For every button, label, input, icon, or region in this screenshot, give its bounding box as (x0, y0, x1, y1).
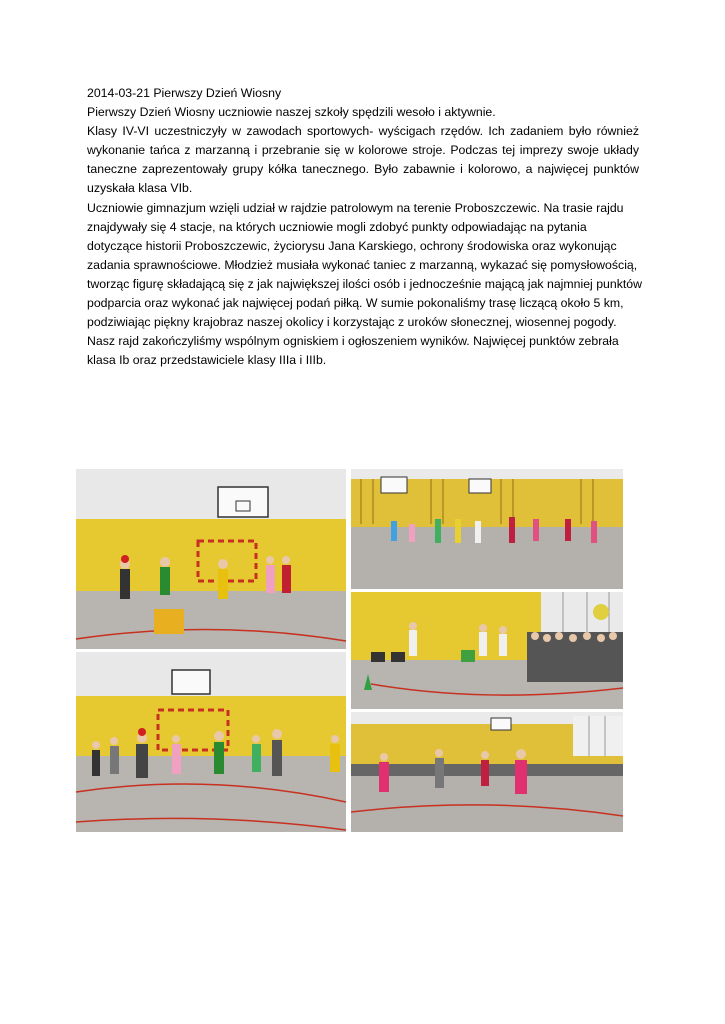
paragraph-line: dotyczące historii Proboszczewic, życiorysu Jana Karskiego, ochrony środowiska oraz wykonując (87, 238, 617, 253)
photo-gym-dance-5 (351, 712, 623, 832)
paragraph-line: Klasy IV-VI uczestniczyły w zawodach sportowych- wyścigach rzędów. Ich zadaniem było również (87, 124, 639, 139)
paragraph-line: zadania sprawnościowe. Młodzież musiała wykonać taniec z marzanną, wykazać się pomysłowością, (87, 257, 638, 272)
paragraph-line: taneczne zaprezentowały grupy kółka tanecznego. Było zabawnie i kolorowo, a najwięcej punktów (87, 162, 639, 177)
paragraph-line: znajdywały się 4 stacje, na których uczniowie mogli zdobyć punkty odpowiadając na pytania (87, 219, 587, 234)
paragraph-line: Nasz rajd zakończyliśmy wspólnym ogniskiem i ogłoszeniem wyników. Najwięcej punktów zebrała (87, 334, 619, 349)
photo-gym-dance-2 (351, 469, 623, 589)
article-lead: Pierwszy Dzień Wiosny uczniowie naszej szkoły spędzili wesoło i aktywnie. (87, 105, 496, 120)
photo-gym-dance-3 (351, 592, 623, 709)
photo-gym-dance-4 (76, 652, 346, 832)
photo-image (351, 712, 623, 832)
paragraph-line: podziwiając piękny krajobraz naszej okolicy i korzystając z uroków słonecznej, wiosennej pogody. (87, 315, 617, 330)
paragraph-line: klasa Ib oraz przedstawiciele klasy IIIa i IIIb. (87, 353, 327, 368)
photo-image (76, 469, 346, 649)
paragraph-line: wykonanie tańca z marzanną i przebranie się w kolorowe stroje. Podczas tej imprezy swoje układy (87, 143, 639, 158)
photo-image (351, 469, 623, 589)
paragraph-line: Uczniowie gimnazjum wzięli udział w rajdzie patrolowym na terenie Proboszczewic. Na trasie rajdu (87, 200, 624, 215)
photo-image (76, 652, 346, 832)
paragraph-line: uzyskała klasa VIb. (87, 181, 193, 196)
photo-image (351, 592, 623, 709)
article-title: 2014-03-21 Pierwszy Dzień Wiosny (87, 86, 282, 100)
photo-gym-dance-1 (76, 469, 346, 649)
paragraph-line: podparcia oraz wykonać jak najwięcej podań piłką. W sumie pokonaliśmy trasę liczącą około 5 km, (87, 296, 624, 311)
paragraph-line: tworząc figurę składającą się z jak największej ilości osób i jednocześnie mającą jak najmniej punktów (87, 276, 642, 291)
article-text (87, 84, 642, 370)
